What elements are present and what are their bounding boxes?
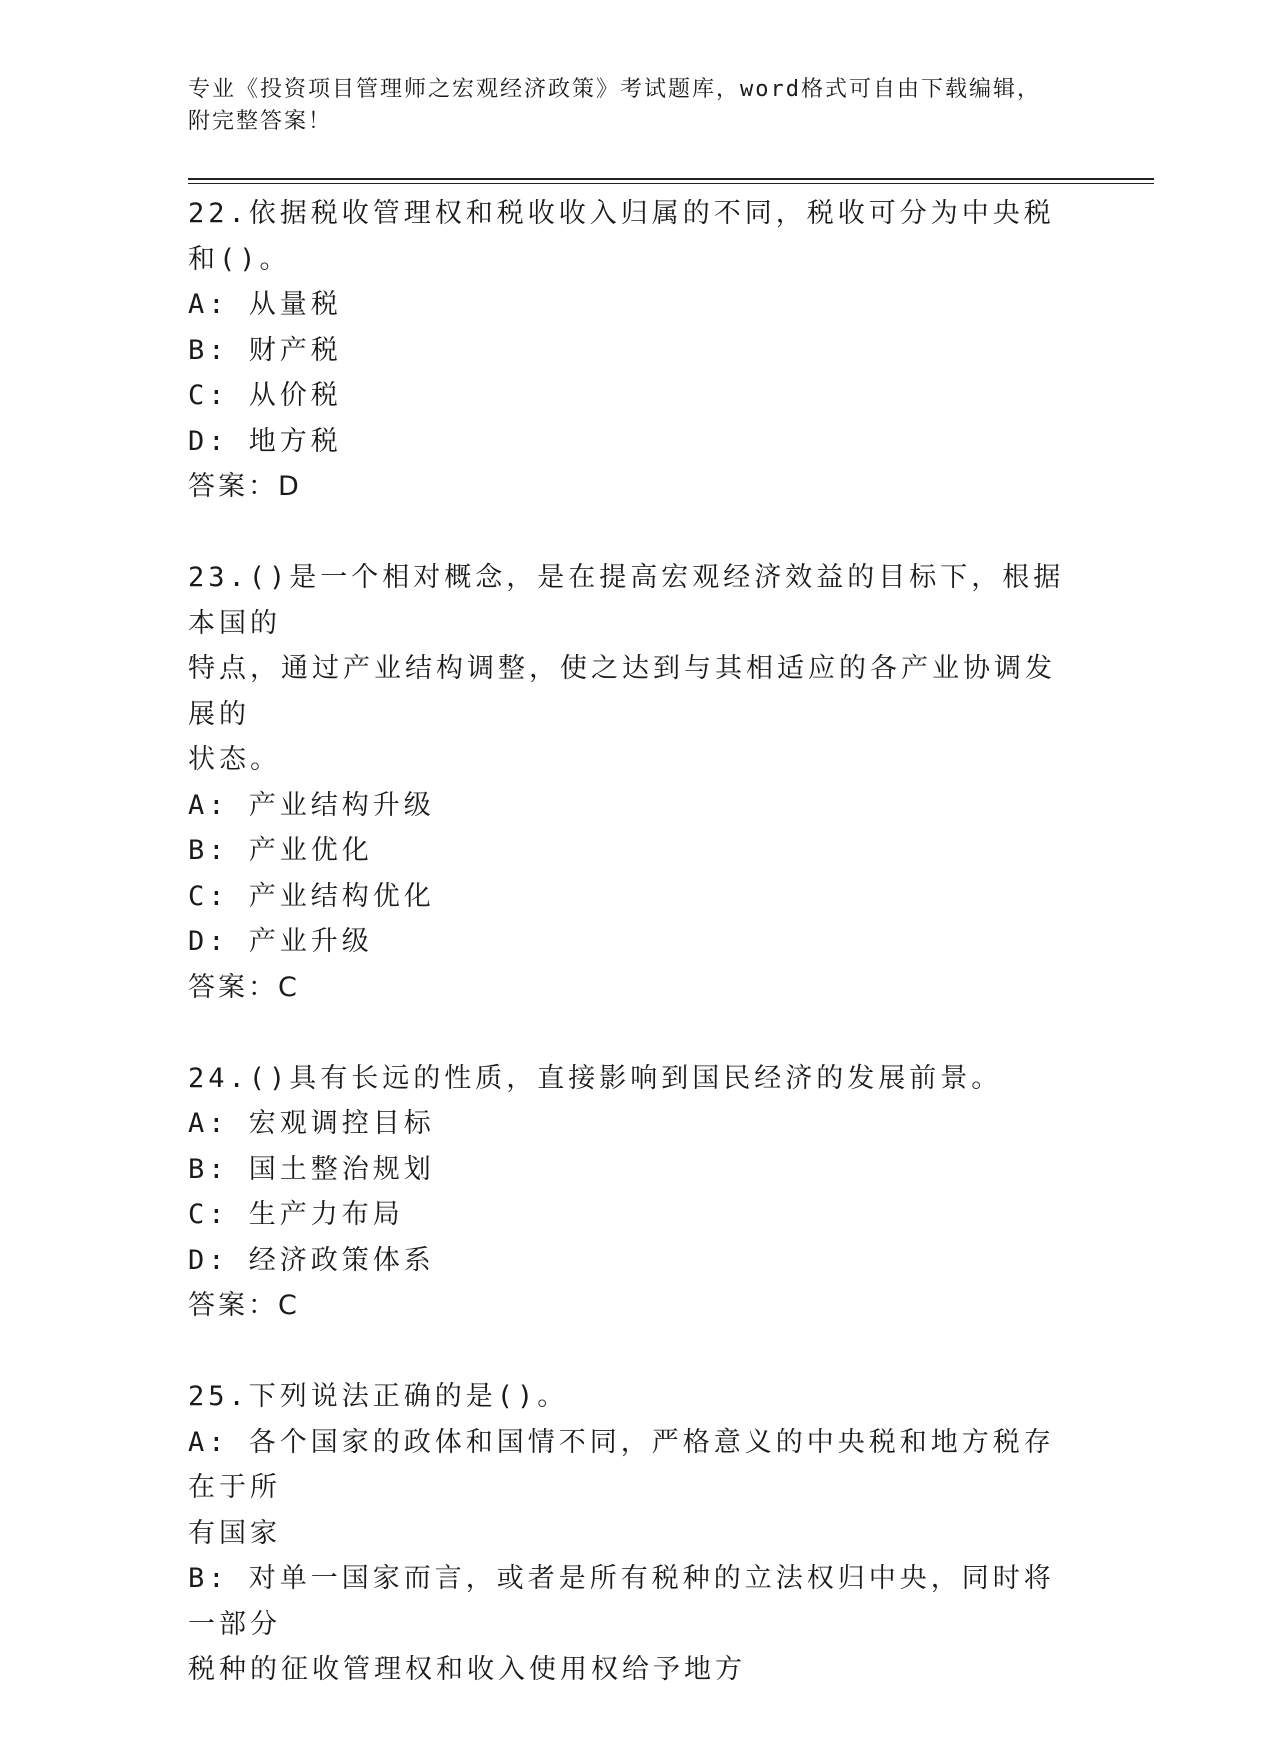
option-b: B: 财产税 <box>188 334 342 366</box>
option-c: C: 产业结构优化 <box>188 880 435 912</box>
question-stem-cont: 状态。 <box>188 744 281 775</box>
option-b: B: 国土整治规划 <box>188 1153 435 1185</box>
option-a: A: 产业结构升级 <box>188 789 435 821</box>
option-a: A: 从量税 <box>188 289 342 320</box>
option-d: D: 地方税 <box>188 425 342 457</box>
answer: 答案：C <box>188 971 300 1003</box>
option-b-cont: 税种的征收管理权和收入使用权给予地方 <box>188 1654 746 1685</box>
answer: 答案：D <box>188 471 302 502</box>
option-b: B: 产业优化 <box>188 835 373 866</box>
question-22 <box>188 191 1078 510</box>
question-25 <box>188 1374 1078 1693</box>
header-line-2: 附完整答案！ <box>188 109 333 134</box>
question-stem: 24.()具有长远的性质，直接影响到国民经济的发展前景。 <box>188 1062 1003 1094</box>
header-line-1: 专业《投资项目管理师之宏观经济政策》考试题库，word格式可自由下载编辑， <box>188 77 1041 102</box>
header-rule-thick <box>188 178 1154 180</box>
option-a: A: 宏观调控目标 <box>188 1108 435 1139</box>
question-list <box>188 191 1078 1738</box>
question-23 <box>188 555 1078 1010</box>
document-header <box>188 74 1088 138</box>
header-rule-thin <box>188 183 1154 184</box>
question-stem: 22.依据税收管理权和税收收入归属的不同，税收可分为中央税和()。 <box>188 198 1055 275</box>
option-a-cont: 有国家 <box>188 1517 281 1549</box>
answer: 答案：C <box>188 1290 300 1321</box>
question-stem: 23.()是一个相对概念，是在提高宏观经济效益的目标下，根据本国的 <box>188 562 1065 639</box>
question-stem: 25.下列说法正确的是()。 <box>188 1381 569 1412</box>
question-24 <box>188 1056 1078 1329</box>
option-d: D: 产业升级 <box>188 926 373 957</box>
option-c: C: 从价税 <box>188 380 342 411</box>
option-c: C: 生产力布局 <box>188 1199 404 1230</box>
option-b: B: 对单一国家而言，或者是所有税种的立法权归中央，同时将一部分 <box>188 1563 1055 1640</box>
question-stem-cont: 特点，通过产业结构调整，使之达到与其相适应的各产业协调发展的 <box>188 653 1056 730</box>
option-a: A: 各个国家的政体和国情不同，严格意义的中央税和地方税存在于所 <box>188 1426 1055 1503</box>
option-d: D: 经济政策体系 <box>188 1244 435 1276</box>
